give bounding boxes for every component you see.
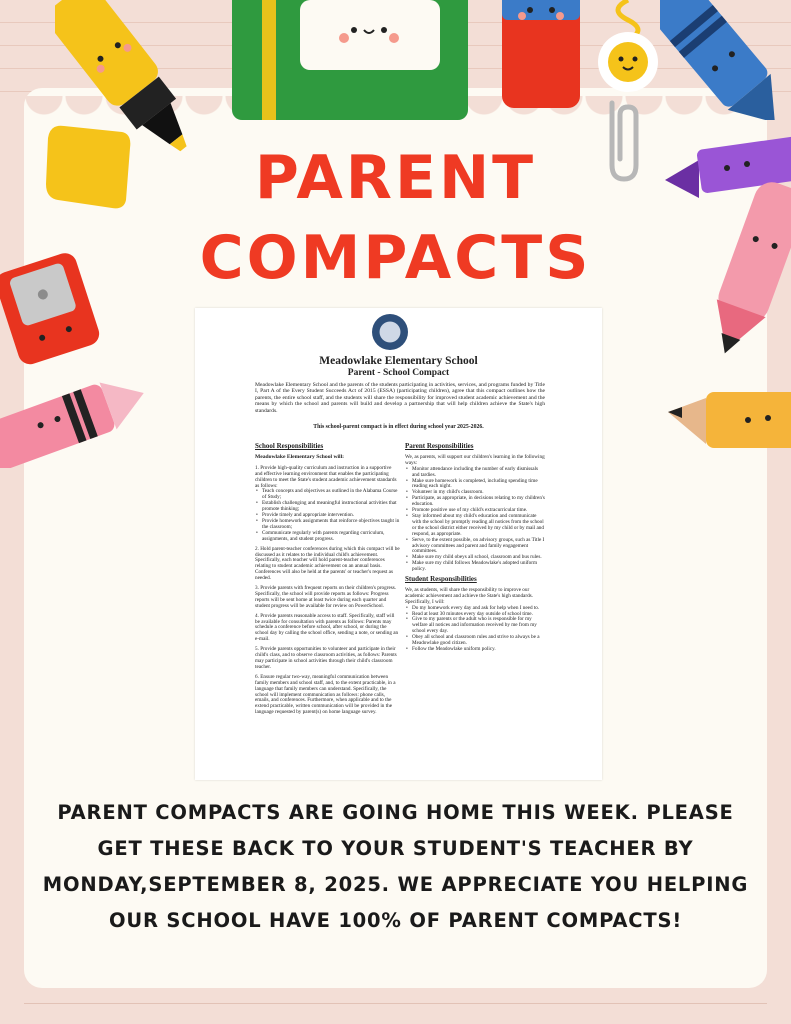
- school-item-2: 2. Hold parent-teacher conferences during which this compact will be discussed as it relates to the individual child's achievement. Specifically, each teacher will hold parent-teacher conferences relating to student academic achievement on an annual basis. Conferences will also be held at the parents' or teacher's request as needed.: [255, 545, 400, 582]
- list-item: • Monitor attendance including the number of early dismissals and tardies.: [405, 467, 545, 479]
- list-item: • Provide timely and appropriate intervention.: [255, 513, 400, 519]
- list-item: • Make sure homework is completed, including spending time reading each night.: [405, 479, 545, 491]
- bottom-divider: [24, 1003, 767, 1004]
- red-eraser-icon: [496, 0, 586, 115]
- list-item: • Volunteer in my child's classroom.: [405, 490, 545, 496]
- green-notebook-icon: [232, 0, 468, 122]
- list-item: • Participate, as appropriate, in decisions relating to my children's education.: [405, 496, 545, 508]
- list-item: • Follow the Meadowlake uniform policy.: [405, 647, 545, 653]
- school-item-4: 4. Provide parents reasonable access to staff. Specifically, staff will be available for consultation with parents as follows: Parents may schedule a conference before school, after school, or during the school day by calling the school office, sending a note, or sending an e-mail.: [255, 612, 399, 643]
- document-title: Parent - School Compact: [347, 368, 450, 378]
- announcement-message: PARENT COMPACTS ARE GOING HOME THIS WEEK. PLEASE GET THESE BACK TO YOUR STUDENT'S TEACHER BY MONDAY,SEPTEMBER 8, 2025. WE APPRECIATE YOU HELPING OUR SCHOOL HAVE 100% OF PARENT COMPACTS!: [42, 801, 749, 932]
- parent-student-column: [405, 444, 545, 653]
- document-effective-date: This school-parent compact is in effect during school year 2025-2026.: [313, 424, 484, 430]
- document-school-name: Meadowlake Elementary School: [319, 355, 478, 367]
- list-item: • Promote positive use of my child's extracurricular time.: [405, 508, 545, 514]
- list-item: • Provide homework assignments that reinforce objectives taught in the classroom;: [255, 519, 400, 531]
- student-intro: We, as students, will share the responsibility to improve our academic achievement and achieve the State's high standards. Specifically, I will:: [405, 586, 533, 605]
- school-responsibilities-subheading: Meadowlake Elementary School will:: [255, 453, 345, 460]
- list-item: • Establish challenging and meaningful instructional activities that promote thinking;: [255, 501, 400, 513]
- list-item: • Obey all school and classroom rules and strive to always be a Meadowlake good citizen.: [405, 635, 545, 647]
- red-crayon-icon: [0, 368, 145, 468]
- list-item: • Stay informed about my child's education and communicate with the school by promptly reading all notices from the school or the school district either received by my child or by mail and respond, as appropriate.: [405, 514, 545, 538]
- list-item: • Communicate regularly with parents regarding curriculum, assignments, and student progress.: [255, 531, 400, 543]
- school-responsibilities-column: [255, 444, 400, 720]
- list-item: • Give to my parents or the adult who is responsible for my welfare all notices and information received by me from my school every day.: [405, 617, 545, 635]
- parent-responsibilities-heading: Parent Responsibilities: [405, 442, 474, 450]
- blue-crayon-icon: [660, 0, 791, 120]
- flyer-title-line2: COMPACTS: [199, 223, 592, 293]
- compact-document-image: [195, 308, 602, 780]
- school-item-3: 3. Provide parents with frequent reports on their children's progress. Specifically, the school will provide reports as follows: Progress reports will be sent home at least twice during each quarter and student progress will be available for review on PowerSchool.: [255, 585, 397, 609]
- list-item: • Teach concepts and objectives as outlined in the Alabama Course of Study;: [255, 489, 400, 501]
- document-intro: Meadowlake Elementary School and the parents of the students participating in activities, services, and programs funded by Title I, Part A of the Every Student Succeeds Act of 2015 (ESSA) (participating children), agree that this compact outlines how the parents, the entire school staff, and the students will share the responsibility for improved student academic achievement and the means by which the school and parents will build and develop a partnership that will help children achieve the State's high standards.: [255, 382, 545, 414]
- parent-intro: We, as parents, will support our children's learning in the following ways:: [405, 453, 545, 466]
- school-responsibilities-heading: School Responsibilities: [255, 442, 324, 450]
- list-item: • Read at least 30 minutes every day outside of school time.: [405, 612, 545, 618]
- school-item-1: 1. Provide high-quality curriculum and instruction in a supportive and effective learning environment that enables the participating children to meet the State's student academic achievement standards as follows: • Teach concepts and objectives as outlined in the Alabama Course of Study; • Establish challenging and meaningful instructional activities that promote thinking; • Provide timely and appropriate intervention. • Provide homework assignments that reinforce objectives taught in the classroom; • Communicate regularly with parents regarding curriculum, assignments, and student progress.: [255, 466, 400, 543]
- list-item: • Serve, to the extent possible, on advisory groups, such as Title I advisory committees and parent and family engagement committees.: [405, 538, 545, 556]
- student-responsibilities-heading: Student Responsibilities: [405, 575, 477, 584]
- school-seal-logo: [372, 314, 408, 350]
- list-item: • Make sure my child follows Meadowlake's adopted uniform policy.: [405, 561, 545, 573]
- school-item-5: 5. Provide parents opportunities to volunteer and participate in their child's class, and to observe classroom activities, as follows: Parents may participate in school activities through their child's classroom teacher.: [255, 646, 397, 670]
- flyer-title-line1: PARENT: [254, 143, 537, 213]
- list-item: • Do my homework every day and ask for help when I need to.: [405, 606, 545, 612]
- school-item-6: 6. Ensure regular two-way, meaningful communication between family members and school staff, and, to the extent practicable, in a language that family members can understand. Specifically, the school will implement communication as follows: phone calls, emails, and conferences. Furthermore, when applicable and to the extend practicable, written communication will be provided in the language requested by parent(s) on home language survey.: [255, 673, 396, 716]
- list-item: • Make sure my child obeys all school, classroom and bus rules.: [405, 555, 545, 561]
- orange-crayon-icon: [668, 392, 791, 462]
